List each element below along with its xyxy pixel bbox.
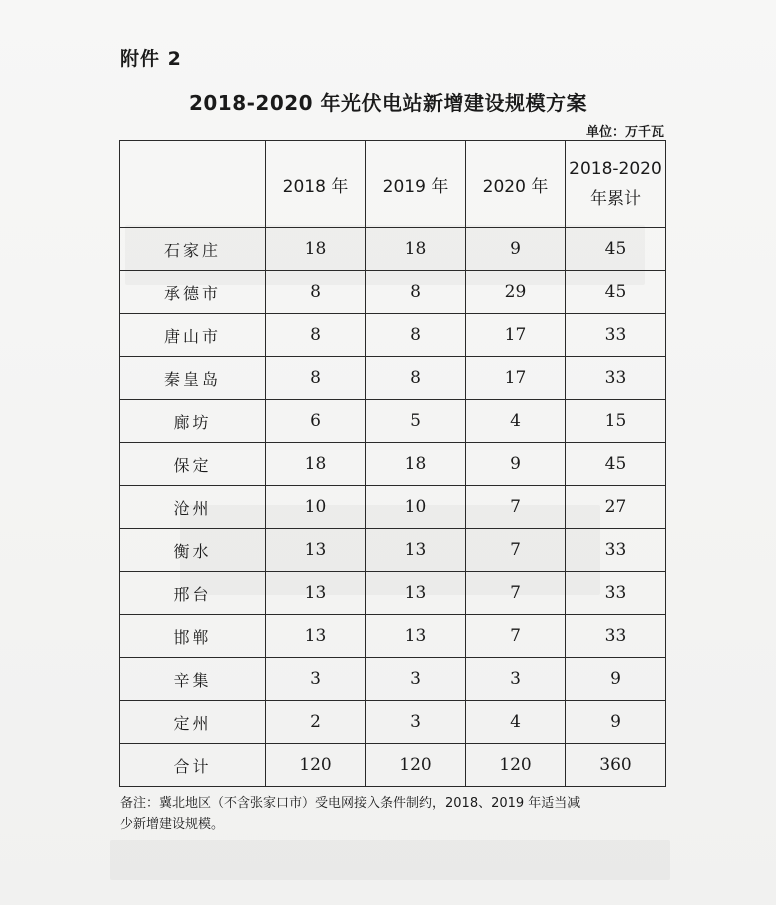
total-cell: 27 <box>566 486 666 529</box>
show-through-artifact <box>110 840 670 880</box>
region-cell: 定州 <box>120 701 266 744</box>
page-title: 2018-2020 年光伏电站新增建设规模方案 <box>188 91 588 115</box>
total-cell: 33 <box>566 314 666 357</box>
region-cell: 秦皇岛 <box>120 357 266 400</box>
table-row <box>120 228 666 271</box>
total-cell: 45 <box>566 271 666 314</box>
header-2020: 2020 年 <box>466 141 566 228</box>
header-2019: 2019 年 <box>366 141 466 228</box>
region-cell: 唐山市 <box>120 314 266 357</box>
value-2018-cell: 13 <box>266 615 366 658</box>
total-cell: 33 <box>566 615 666 658</box>
value-2020-cell: 4 <box>466 701 566 744</box>
region-cell: 合计 <box>120 744 266 787</box>
total-cell: 9 <box>566 701 666 744</box>
table-row <box>120 572 666 615</box>
table-row <box>120 314 666 357</box>
value-2019-cell: 13 <box>366 615 466 658</box>
scale-plan-table <box>119 140 666 787</box>
region-cell: 邢台 <box>120 572 266 615</box>
region-cell: 承德市 <box>120 271 266 314</box>
header-total-line-2: 年累计 <box>590 189 641 209</box>
total-cell: 15 <box>566 400 666 443</box>
total-cell: 45 <box>566 443 666 486</box>
region-cell: 衡水 <box>120 529 266 572</box>
value-2018-cell: 10 <box>266 486 366 529</box>
table-row <box>120 443 666 486</box>
value-2018-cell: 120 <box>266 744 366 787</box>
value-2019-cell: 3 <box>366 658 466 701</box>
region-cell: 邯郸 <box>120 615 266 658</box>
value-2019-cell: 8 <box>366 314 466 357</box>
region-cell: 辛集 <box>120 658 266 701</box>
table-row <box>120 486 666 529</box>
value-2020-cell: 9 <box>466 228 566 271</box>
value-2018-cell: 13 <box>266 529 366 572</box>
value-2020-cell: 7 <box>466 615 566 658</box>
value-2019-cell: 10 <box>366 486 466 529</box>
unit-label: 单位：万千瓦 <box>585 125 664 140</box>
region-cell: 沧州 <box>120 486 266 529</box>
total-cell: 360 <box>566 744 666 787</box>
table-row <box>120 400 666 443</box>
total-cell: 33 <box>566 572 666 615</box>
value-2020-cell: 3 <box>466 658 566 701</box>
value-2018-cell: 13 <box>266 572 366 615</box>
value-2018-cell: 8 <box>266 271 366 314</box>
value-2020-cell: 7 <box>466 529 566 572</box>
value-2020-cell: 120 <box>466 744 566 787</box>
value-2019-cell: 18 <box>366 228 466 271</box>
table-row <box>120 271 666 314</box>
table-row <box>120 529 666 572</box>
table-row <box>120 701 666 744</box>
value-2018-cell: 8 <box>266 357 366 400</box>
value-2019-cell: 3 <box>366 701 466 744</box>
value-2019-cell: 13 <box>366 529 466 572</box>
value-2019-cell: 18 <box>366 443 466 486</box>
value-2019-cell: 8 <box>366 357 466 400</box>
total-cell: 33 <box>566 357 666 400</box>
table-row <box>120 357 666 400</box>
total-cell: 45 <box>566 228 666 271</box>
value-2020-cell: 17 <box>466 314 566 357</box>
header-region <box>120 141 266 228</box>
table-row <box>120 658 666 701</box>
attachment-label: 附件 2 <box>120 48 182 70</box>
value-2020-cell: 29 <box>466 271 566 314</box>
table-body <box>120 228 666 787</box>
value-2018-cell: 18 <box>266 443 366 486</box>
footnote-line-2: 少新增建设规模。 <box>120 817 225 832</box>
value-2020-cell: 7 <box>466 572 566 615</box>
region-cell: 石家庄 <box>120 228 266 271</box>
footnote <box>120 793 680 835</box>
value-2018-cell: 6 <box>266 400 366 443</box>
value-2019-cell: 120 <box>366 744 466 787</box>
value-2020-cell: 4 <box>466 400 566 443</box>
table-row <box>120 744 666 787</box>
header-total-line-1: 2018-2020 <box>569 159 662 179</box>
header-total <box>566 141 666 228</box>
total-cell: 33 <box>566 529 666 572</box>
header-2018: 2018 年 <box>266 141 366 228</box>
value-2018-cell: 8 <box>266 314 366 357</box>
value-2018-cell: 18 <box>266 228 366 271</box>
footnote-line-1: 备注：冀北地区（不含张家口市）受电网接入条件制约，2018、2019 年适当减 <box>120 796 581 811</box>
value-2020-cell: 7 <box>466 486 566 529</box>
region-cell: 廊坊 <box>120 400 266 443</box>
value-2019-cell: 8 <box>366 271 466 314</box>
table-header-row <box>120 141 666 228</box>
value-2019-cell: 5 <box>366 400 466 443</box>
value-2018-cell: 3 <box>266 658 366 701</box>
total-cell: 9 <box>566 658 666 701</box>
region-cell: 保定 <box>120 443 266 486</box>
table-row <box>120 615 666 658</box>
value-2020-cell: 9 <box>466 443 566 486</box>
value-2019-cell: 13 <box>366 572 466 615</box>
value-2018-cell: 2 <box>266 701 366 744</box>
value-2020-cell: 17 <box>466 357 566 400</box>
